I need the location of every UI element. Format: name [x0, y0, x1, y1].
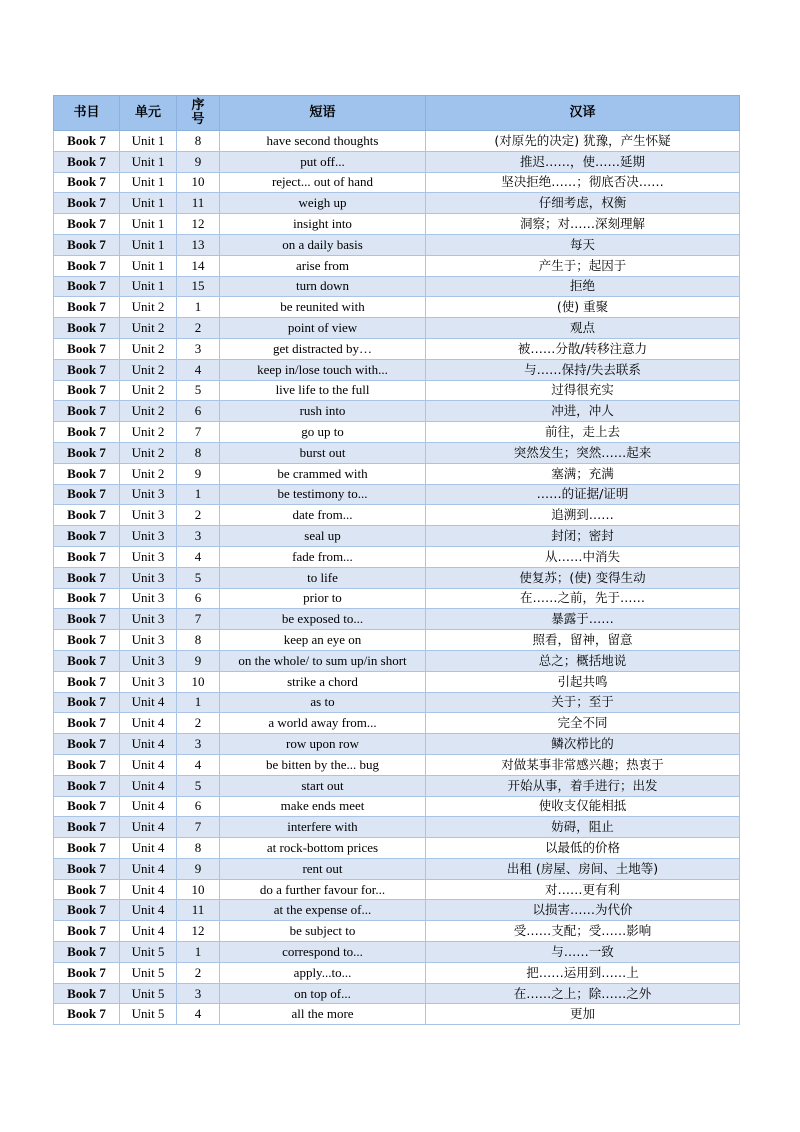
table-row: [54, 630, 740, 651]
cell-translation: 封闭；密封: [426, 526, 740, 547]
cell-book: Book 7: [54, 172, 120, 193]
cell-phrase: insight into: [220, 214, 426, 235]
cell-number: 1: [177, 484, 220, 505]
cell-number: 4: [177, 546, 220, 567]
cell-unit: Unit 3: [120, 567, 177, 588]
cell-book: Book 7: [54, 838, 120, 859]
cell-translation: (对原先的决定) 犹豫，产生怀疑: [426, 131, 740, 152]
cell-translation: 坚决拒绝……；彻底否决……: [426, 172, 740, 193]
cell-book: Book 7: [54, 359, 120, 380]
cell-phrase: be subject to: [220, 921, 426, 942]
table-row: [54, 775, 740, 796]
cell-translation: 在……之前，先于……: [426, 588, 740, 609]
cell-phrase: interfere with: [220, 817, 426, 838]
cell-book: Book 7: [54, 484, 120, 505]
cell-translation: 推迟……，使……延期: [426, 151, 740, 172]
cell-number: 8: [177, 442, 220, 463]
cell-phrase: rent out: [220, 858, 426, 879]
phrase-table: [53, 95, 740, 1025]
cell-number: 2: [177, 318, 220, 339]
cell-unit: Unit 1: [120, 131, 177, 152]
table-row: [54, 255, 740, 276]
cell-book: Book 7: [54, 900, 120, 921]
table-row: [54, 484, 740, 505]
cell-book: Book 7: [54, 131, 120, 152]
cell-phrase: keep an eye on: [220, 630, 426, 651]
table-body: [54, 131, 740, 1025]
cell-number: 10: [177, 671, 220, 692]
cell-unit: Unit 4: [120, 900, 177, 921]
header-number-label: 序 号: [191, 98, 205, 127]
cell-book: Book 7: [54, 151, 120, 172]
cell-number: 2: [177, 713, 220, 734]
cell-translation: 受……支配；受……影响: [426, 921, 740, 942]
cell-unit: Unit 4: [120, 796, 177, 817]
cell-book: Book 7: [54, 775, 120, 796]
cell-number: 3: [177, 734, 220, 755]
table-row: [54, 276, 740, 297]
cell-number: 11: [177, 900, 220, 921]
cell-unit: Unit 1: [120, 276, 177, 297]
cell-book: Book 7: [54, 422, 120, 443]
cell-translation: 过得很充实: [426, 380, 740, 401]
cell-unit: Unit 1: [120, 234, 177, 255]
cell-book: Book 7: [54, 463, 120, 484]
cell-translation: 引起共鸣: [426, 671, 740, 692]
table-row: [54, 338, 740, 359]
cell-phrase: weigh up: [220, 193, 426, 214]
cell-translation: 冲进，冲人: [426, 401, 740, 422]
header-phrase: 短语: [220, 96, 426, 131]
cell-unit: Unit 5: [120, 942, 177, 963]
cell-phrase: burst out: [220, 442, 426, 463]
cell-unit: Unit 4: [120, 879, 177, 900]
cell-phrase: turn down: [220, 276, 426, 297]
cell-unit: Unit 2: [120, 422, 177, 443]
cell-phrase: on top of...: [220, 983, 426, 1004]
cell-phrase: live life to the full: [220, 380, 426, 401]
table-row: [54, 962, 740, 983]
table-row: [54, 401, 740, 422]
table-row: [54, 442, 740, 463]
cell-book: Book 7: [54, 630, 120, 651]
cell-unit: Unit 4: [120, 692, 177, 713]
cell-phrase: row upon row: [220, 734, 426, 755]
cell-book: Book 7: [54, 442, 120, 463]
cell-number: 11: [177, 193, 220, 214]
table-header: [54, 96, 740, 131]
cell-translation: 关于；至于: [426, 692, 740, 713]
table-row: [54, 297, 740, 318]
cell-translation: 仔细考虑，权衡: [426, 193, 740, 214]
cell-translation: 突然发生；突然……起来: [426, 442, 740, 463]
cell-book: Book 7: [54, 962, 120, 983]
cell-translation: 被……分散/转移注意力: [426, 338, 740, 359]
cell-phrase: be testimony to...: [220, 484, 426, 505]
cell-book: Book 7: [54, 505, 120, 526]
cell-unit: Unit 1: [120, 214, 177, 235]
header-unit: 单元: [120, 96, 177, 131]
cell-book: Book 7: [54, 380, 120, 401]
cell-translation: 把……运用到……上: [426, 962, 740, 983]
cell-unit: Unit 3: [120, 505, 177, 526]
cell-book: Book 7: [54, 193, 120, 214]
cell-translation: 暴露于……: [426, 609, 740, 630]
table-row: [54, 713, 740, 734]
cell-unit: Unit 5: [120, 983, 177, 1004]
cell-number: 1: [177, 692, 220, 713]
cell-unit: Unit 4: [120, 754, 177, 775]
cell-unit: Unit 2: [120, 463, 177, 484]
table-row: [54, 692, 740, 713]
cell-book: Book 7: [54, 546, 120, 567]
table-row: [54, 671, 740, 692]
cell-unit: Unit 2: [120, 380, 177, 401]
cell-book: Book 7: [54, 734, 120, 755]
cell-number: 14: [177, 255, 220, 276]
cell-translation: 塞满；充满: [426, 463, 740, 484]
table-row: [54, 1004, 740, 1025]
cell-unit: Unit 5: [120, 1004, 177, 1025]
table-row: [54, 942, 740, 963]
cell-unit: Unit 3: [120, 630, 177, 651]
cell-phrase: start out: [220, 775, 426, 796]
cell-phrase: rush into: [220, 401, 426, 422]
cell-book: Book 7: [54, 276, 120, 297]
cell-unit: Unit 4: [120, 817, 177, 838]
cell-unit: Unit 2: [120, 359, 177, 380]
cell-phrase: strike a chord: [220, 671, 426, 692]
cell-book: Book 7: [54, 879, 120, 900]
cell-number: 3: [177, 983, 220, 1004]
cell-unit: Unit 1: [120, 255, 177, 276]
cell-phrase: be bitten by the... bug: [220, 754, 426, 775]
cell-translation: 总之；概括地说: [426, 650, 740, 671]
table-row: [54, 318, 740, 339]
cell-phrase: put off...: [220, 151, 426, 172]
cell-book: Book 7: [54, 921, 120, 942]
cell-phrase: a world away from...: [220, 713, 426, 734]
cell-translation: 对……更有利: [426, 879, 740, 900]
cell-book: Book 7: [54, 234, 120, 255]
cell-number: 7: [177, 422, 220, 443]
cell-number: 9: [177, 463, 220, 484]
cell-translation: 与……一致: [426, 942, 740, 963]
cell-unit: Unit 4: [120, 775, 177, 796]
table-row: [54, 879, 740, 900]
cell-unit: Unit 2: [120, 297, 177, 318]
cell-translation: 追溯到……: [426, 505, 740, 526]
cell-translation: ……的证据/证明: [426, 484, 740, 505]
cell-book: Book 7: [54, 692, 120, 713]
cell-number: 10: [177, 879, 220, 900]
cell-number: 10: [177, 172, 220, 193]
cell-translation: 鳞次栉比的: [426, 734, 740, 755]
cell-phrase: reject... out of hand: [220, 172, 426, 193]
cell-phrase: on a daily basis: [220, 234, 426, 255]
cell-number: 1: [177, 942, 220, 963]
cell-phrase: arise from: [220, 255, 426, 276]
cell-translation: 与……保持/失去联系: [426, 359, 740, 380]
cell-number: 3: [177, 526, 220, 547]
cell-translation: 在……之上；除……之外: [426, 983, 740, 1004]
cell-unit: Unit 2: [120, 442, 177, 463]
cell-translation: 照看，留神，留意: [426, 630, 740, 651]
cell-translation: 从……中消失: [426, 546, 740, 567]
cell-book: Book 7: [54, 318, 120, 339]
cell-phrase: correspond to...: [220, 942, 426, 963]
table-row: [54, 151, 740, 172]
cell-number: 15: [177, 276, 220, 297]
cell-unit: Unit 3: [120, 671, 177, 692]
table-row: [54, 131, 740, 152]
table-row: [54, 900, 740, 921]
cell-unit: Unit 4: [120, 858, 177, 879]
cell-translation: 每天: [426, 234, 740, 255]
table-row: [54, 983, 740, 1004]
cell-phrase: be exposed to...: [220, 609, 426, 630]
table-row: [54, 921, 740, 942]
cell-phrase: seal up: [220, 526, 426, 547]
cell-phrase: be reunited with: [220, 297, 426, 318]
cell-unit: Unit 2: [120, 338, 177, 359]
cell-unit: Unit 4: [120, 734, 177, 755]
cell-phrase: at rock-bottom prices: [220, 838, 426, 859]
cell-translation: 开始从事，着手进行；出发: [426, 775, 740, 796]
cell-unit: Unit 3: [120, 546, 177, 567]
cell-number: 8: [177, 630, 220, 651]
cell-number: 8: [177, 838, 220, 859]
cell-phrase: have second thoughts: [220, 131, 426, 152]
cell-phrase: make ends meet: [220, 796, 426, 817]
header-row: [54, 96, 740, 131]
cell-phrase: keep in/lose touch with...: [220, 359, 426, 380]
cell-book: Book 7: [54, 858, 120, 879]
table-row: [54, 214, 740, 235]
table-row: [54, 588, 740, 609]
cell-unit: Unit 1: [120, 193, 177, 214]
cell-book: Book 7: [54, 983, 120, 1004]
cell-phrase: at the expense of...: [220, 900, 426, 921]
cell-translation: 使复苏；(使) 变得生动: [426, 567, 740, 588]
table-row: [54, 858, 740, 879]
cell-translation: 拒绝: [426, 276, 740, 297]
cell-phrase: be crammed with: [220, 463, 426, 484]
cell-translation: 更加: [426, 1004, 740, 1025]
cell-translation: 洞察；对……深刻理解: [426, 214, 740, 235]
cell-number: 9: [177, 151, 220, 172]
cell-number: 6: [177, 588, 220, 609]
cell-unit: Unit 3: [120, 526, 177, 547]
cell-translation: (使) 重聚: [426, 297, 740, 318]
cell-book: Book 7: [54, 255, 120, 276]
vocabulary-page: [53, 95, 739, 1025]
cell-number: 3: [177, 338, 220, 359]
table-row: [54, 172, 740, 193]
table-row: [54, 380, 740, 401]
cell-number: 5: [177, 380, 220, 401]
table-row: [54, 609, 740, 630]
cell-translation: 对做某事非常感兴趣；热衷于: [426, 754, 740, 775]
cell-phrase: all the more: [220, 1004, 426, 1025]
cell-unit: Unit 3: [120, 609, 177, 630]
table-row: [54, 193, 740, 214]
cell-book: Book 7: [54, 609, 120, 630]
table-row: [54, 463, 740, 484]
cell-translation: 观点: [426, 318, 740, 339]
cell-translation: 以损害……为代价: [426, 900, 740, 921]
cell-phrase: date from...: [220, 505, 426, 526]
header-book: 书目: [54, 96, 120, 131]
cell-phrase: go up to: [220, 422, 426, 443]
cell-phrase: get distracted by…: [220, 338, 426, 359]
table-row: [54, 234, 740, 255]
header-translation: 汉译: [426, 96, 740, 131]
cell-book: Book 7: [54, 214, 120, 235]
cell-phrase: prior to: [220, 588, 426, 609]
cell-book: Book 7: [54, 338, 120, 359]
cell-translation: 妨碍，阻止: [426, 817, 740, 838]
cell-phrase: as to: [220, 692, 426, 713]
cell-number: 2: [177, 505, 220, 526]
cell-translation: 前往，走上去: [426, 422, 740, 443]
cell-unit: Unit 1: [120, 151, 177, 172]
cell-translation: 使收支仅能相抵: [426, 796, 740, 817]
cell-number: 5: [177, 567, 220, 588]
cell-number: 13: [177, 234, 220, 255]
table-row: [54, 734, 740, 755]
cell-book: Book 7: [54, 671, 120, 692]
cell-book: Book 7: [54, 297, 120, 318]
cell-number: 7: [177, 817, 220, 838]
cell-unit: Unit 1: [120, 172, 177, 193]
cell-number: 9: [177, 858, 220, 879]
cell-translation: 出租 (房屋、房间、土地等): [426, 858, 740, 879]
table-row: [54, 526, 740, 547]
cell-unit: Unit 5: [120, 962, 177, 983]
cell-book: Book 7: [54, 817, 120, 838]
cell-phrase: do a further favour for...: [220, 879, 426, 900]
cell-number: 5: [177, 775, 220, 796]
cell-book: Book 7: [54, 942, 120, 963]
cell-translation: 完全不同: [426, 713, 740, 734]
cell-book: Book 7: [54, 650, 120, 671]
cell-unit: Unit 3: [120, 484, 177, 505]
cell-book: Book 7: [54, 588, 120, 609]
cell-book: Book 7: [54, 796, 120, 817]
table-row: [54, 817, 740, 838]
cell-book: Book 7: [54, 1004, 120, 1025]
table-row: [54, 422, 740, 443]
cell-unit: Unit 2: [120, 401, 177, 422]
cell-unit: Unit 3: [120, 650, 177, 671]
cell-translation: 产生于；起因于: [426, 255, 740, 276]
cell-number: 7: [177, 609, 220, 630]
cell-book: Book 7: [54, 754, 120, 775]
cell-phrase: fade from...: [220, 546, 426, 567]
table-row: [54, 650, 740, 671]
cell-book: Book 7: [54, 713, 120, 734]
cell-unit: Unit 4: [120, 921, 177, 942]
cell-number: 8: [177, 131, 220, 152]
cell-phrase: on the whole/ to sum up/in short: [220, 650, 426, 671]
cell-number: 1: [177, 297, 220, 318]
cell-number: 12: [177, 214, 220, 235]
cell-number: 6: [177, 401, 220, 422]
table-row: [54, 838, 740, 859]
cell-unit: Unit 4: [120, 713, 177, 734]
cell-unit: Unit 2: [120, 318, 177, 339]
header-number: [177, 96, 220, 131]
table-row: [54, 754, 740, 775]
cell-phrase: point of view: [220, 318, 426, 339]
table-row: [54, 567, 740, 588]
cell-book: Book 7: [54, 401, 120, 422]
cell-number: 2: [177, 962, 220, 983]
cell-book: Book 7: [54, 567, 120, 588]
cell-book: Book 7: [54, 526, 120, 547]
cell-unit: Unit 3: [120, 588, 177, 609]
cell-phrase: apply...to...: [220, 962, 426, 983]
table-row: [54, 796, 740, 817]
cell-number: 4: [177, 754, 220, 775]
cell-unit: Unit 4: [120, 838, 177, 859]
table-row: [54, 359, 740, 380]
cell-translation: 以最低的价格: [426, 838, 740, 859]
cell-number: 4: [177, 1004, 220, 1025]
cell-number: 9: [177, 650, 220, 671]
table-row: [54, 546, 740, 567]
cell-number: 12: [177, 921, 220, 942]
cell-number: 4: [177, 359, 220, 380]
table-row: [54, 505, 740, 526]
cell-number: 6: [177, 796, 220, 817]
cell-phrase: to life: [220, 567, 426, 588]
